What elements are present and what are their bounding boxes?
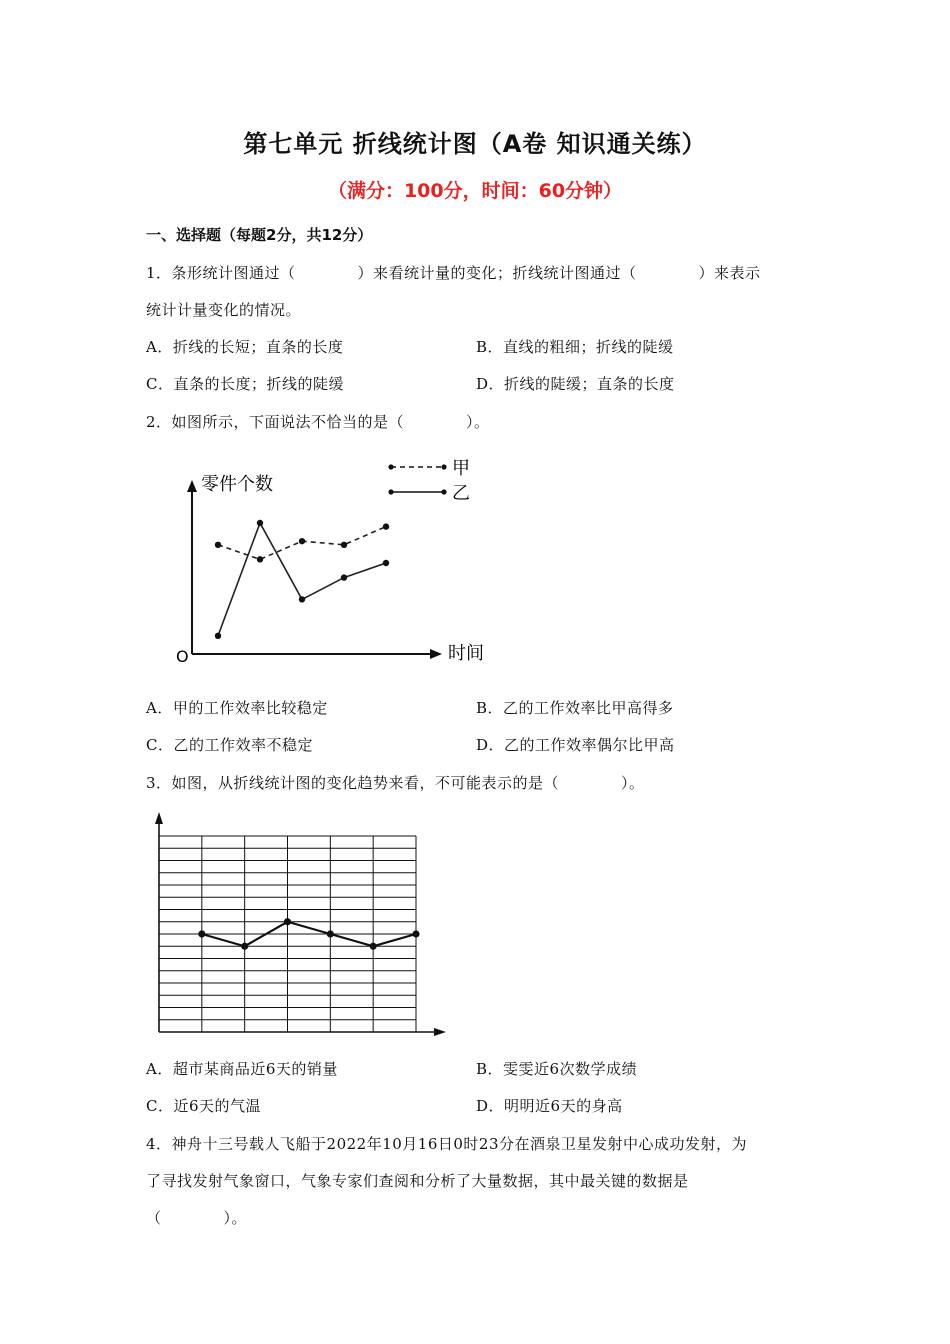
question-4-stem-line3: （ ）。 <box>146 1209 248 1227</box>
data-point-甲 <box>299 538 305 544</box>
question-2-option-d[interactable]: D．乙的工作效率偶尔比甲高 <box>476 736 675 754</box>
data-point <box>284 918 291 925</box>
data-point <box>412 930 419 937</box>
x-axis-arrow <box>434 1028 446 1036</box>
data-point-乙 <box>215 633 221 639</box>
chart-legend <box>388 458 470 504</box>
chart-axes <box>155 812 446 1036</box>
question-2-option-a[interactable]: A．甲的工作效率比较稳定 <box>146 699 328 717</box>
legend-label-乙: 乙 <box>452 483 470 504</box>
question-2-stem: 2．如图所示，下面说法不恰当的是（ ）。 <box>146 413 490 431</box>
question-2-line-chart <box>170 452 490 672</box>
question-1-option-d[interactable]: D．折线的陡缓；直条的长度 <box>476 375 675 393</box>
data-point-甲 <box>383 523 389 529</box>
data-point-甲 <box>257 556 263 562</box>
question-3-option-c[interactable]: C．近6天的气温 <box>146 1097 262 1115</box>
section-heading: 一、选择题（每题2分，共12分） <box>146 226 373 244</box>
chart-grid <box>159 836 416 1032</box>
x-axis-arrow <box>430 649 442 659</box>
question-3-grid-line-chart <box>146 806 456 1042</box>
origin-label: O <box>176 647 189 666</box>
legend-marker <box>388 464 393 469</box>
y-axis-arrow <box>155 812 163 824</box>
question-4-stem-line1: 4．神舟十三号载人飞船于2022年10月16日0时23分在酒泉卫星发射中心成功发射，为 <box>146 1135 748 1153</box>
legend-label-甲: 甲 <box>452 458 470 479</box>
question-1-option-a[interactable]: A．折线的长短；直条的长度 <box>146 338 344 356</box>
data-point <box>370 943 377 950</box>
question-3-option-b[interactable]: B．雯雯近6次数学成绩 <box>476 1060 638 1078</box>
data-point <box>327 930 334 937</box>
question-2-option-c[interactable]: C．乙的工作效率不稳定 <box>146 736 313 754</box>
data-point-乙 <box>257 520 263 526</box>
data-point-乙 <box>383 560 389 566</box>
question-4-stem-line2: 了寻找发射气象窗口，气象专家们查阅和分析了大量数据，其中最关键的数据是 <box>146 1172 689 1190</box>
chart-axes <box>187 480 442 659</box>
data-point-乙 <box>299 596 305 602</box>
legend-marker <box>441 489 446 494</box>
data-point-甲 <box>341 542 347 548</box>
data-point <box>198 930 205 937</box>
legend-marker <box>441 464 446 469</box>
question-1-option-b[interactable]: B．直线的粗细；折线的陡缓 <box>476 338 674 356</box>
question-3-stem: 3．如图，从折线统计图的变化趋势来看，不可能表示的是（ ）。 <box>146 774 645 792</box>
score-time-info: （满分：100分，时间：60分钟） <box>327 180 623 202</box>
page-title: 第七单元 折线统计图（A卷 知识通关练） <box>243 130 707 158</box>
data-point <box>241 943 248 950</box>
question-3-option-d[interactable]: D．明明近6天的身高 <box>476 1097 623 1115</box>
question-2-option-b[interactable]: B．乙的工作效率比甲高得多 <box>476 699 674 717</box>
question-1-option-c[interactable]: C．直条的长度；折线的陡缓 <box>146 375 344 393</box>
data-point-甲 <box>215 542 221 548</box>
y-axis-arrow <box>187 480 197 492</box>
question-1-stem-line1: 1．条形统计图通过（ ）来看统计量的变化；折线统计图通过（ ）来表示 <box>146 264 761 282</box>
legend-marker <box>388 489 393 494</box>
question-1-stem-line2: 统计计量变化的情况。 <box>146 301 302 319</box>
chart-series <box>215 520 389 639</box>
x-axis-label: 时间 <box>448 643 484 664</box>
data-point-乙 <box>341 574 347 580</box>
y-axis-label: 零件个数 <box>201 474 273 495</box>
question-3-option-a[interactable]: A．超市某商品近6天的销量 <box>146 1060 338 1078</box>
